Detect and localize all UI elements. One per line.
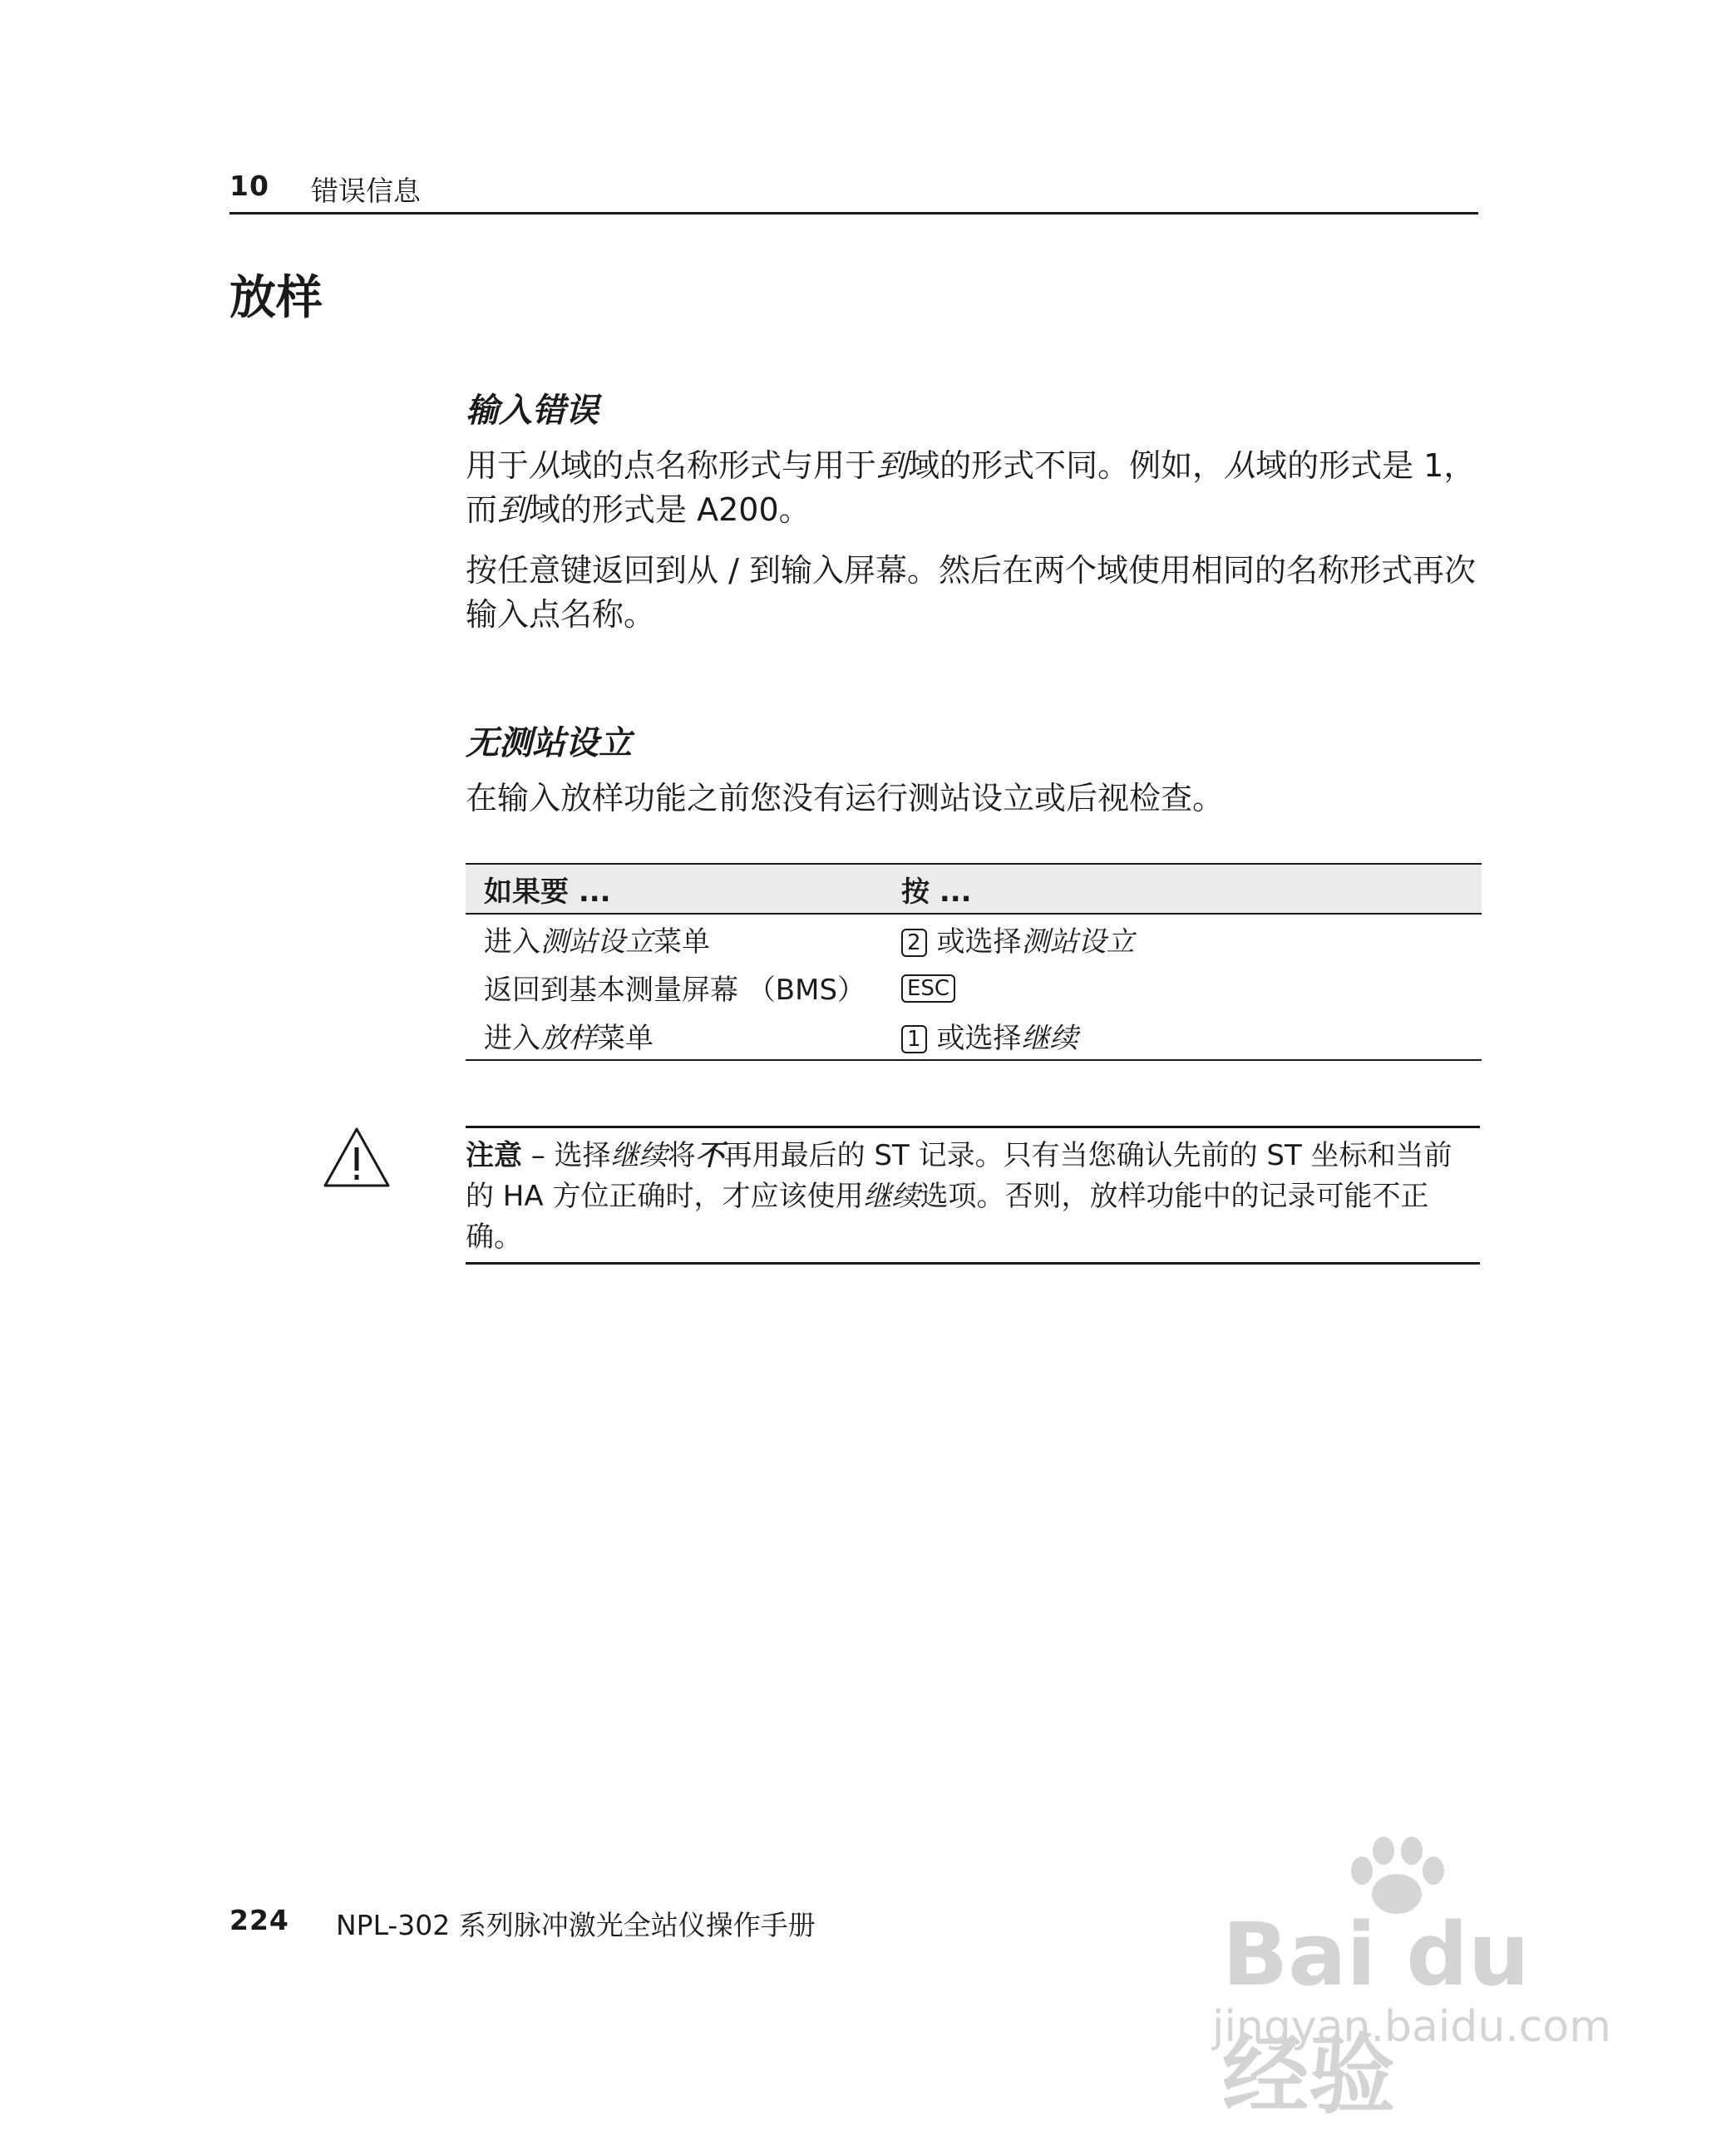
key-esc-icon: ESC	[901, 974, 955, 1003]
chapter-title: 错误信息	[311, 175, 421, 207]
page-number: 224	[229, 1904, 289, 1936]
watermark-brand: Bai du 经验	[1222, 1904, 1530, 2126]
key-1-icon: 1	[901, 1025, 927, 1053]
watermark	[1206, 1829, 1611, 2126]
table-cell-action: 返回到基本测量屏幕 （BMS）	[484, 973, 866, 1007]
table-header-row	[466, 864, 1482, 914]
table-header-if: 如果要 ...	[466, 864, 883, 914]
input-error-paragraph-1: 用于从域的点名称形式与用于到域的形式不同。例如，从域的形式是 1，而到域的形式是 A200。	[466, 447, 1476, 528]
manual-title: NPL-302 系列脉冲激光全站仪操作手册	[336, 1909, 816, 1941]
table-cell-keys: 1 或选择继续	[883, 1011, 1482, 1060]
input-error-paragraph-2: 按任意键返回到从 / 到输入屏幕。然后在两个域使用相同的名称形式再次输入点名称。	[466, 552, 1476, 633]
header-rule	[229, 212, 1478, 215]
no-station-paragraph: 在输入放样功能之前您没有运行测站设立或后视检查。	[466, 780, 1225, 816]
section-title: 放样	[229, 271, 323, 325]
note-rule-top	[466, 1126, 1480, 1128]
table-cell-action: 进入测站设立菜单	[484, 925, 710, 959]
note-text: 注意 – 选择继续将不再用最后的 ST 记录。只有当您确认先前的 ST 坐标和当前的 HA 方位正确时，才应该使用继续选项。否则，放样功能中的记录可能不正确。	[466, 1139, 1452, 1254]
table-row	[466, 914, 1482, 963]
input-error-heading: 输入错误	[466, 392, 599, 430]
table-cell-action: 进入放样菜单	[466, 1011, 883, 1060]
note-rule-bottom	[466, 1262, 1480, 1265]
no-station-heading: 无测站设立	[466, 724, 632, 762]
warning-triangle-icon	[323, 1126, 391, 1189]
table-cell-keys	[883, 963, 1482, 1011]
table-cell-keys: 2 或选择测站设立	[883, 914, 1482, 963]
watermark-url: jingyan.baidu.com	[1212, 2002, 1611, 2052]
action-table	[466, 863, 1482, 1061]
key-2-icon: 2	[901, 929, 927, 957]
table-row	[466, 1011, 1482, 1060]
table-header-press: 按 ...	[883, 864, 1482, 914]
table-row	[466, 963, 1482, 1011]
chapter-number: 10	[229, 170, 269, 202]
